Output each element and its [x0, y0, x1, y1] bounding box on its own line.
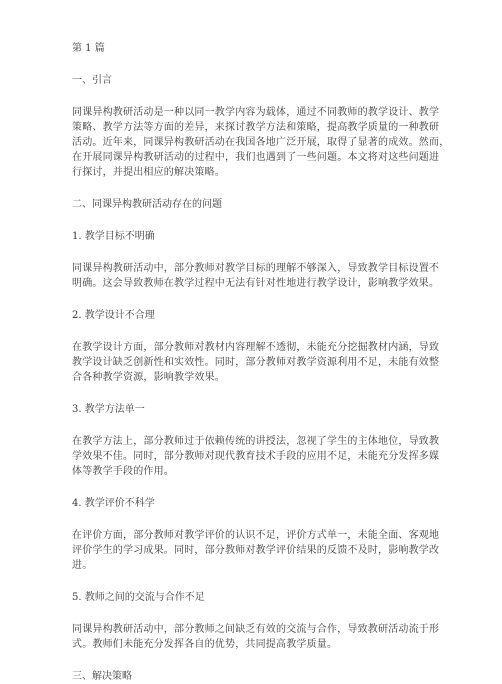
paragraph-line: 同课异构教研活动中，部分教师之间缺乏有效的交流与合作，导致教研活动流于形: [72, 624, 440, 635]
paragraph-line: 体等教学手段的作用。: [72, 466, 174, 477]
heading-problems: 二、同课异构教研活动存在的问题: [72, 199, 222, 210]
paragraph-line: 进。: [72, 560, 93, 571]
heading-solutions: 三、解决策略: [72, 671, 132, 682]
paragraph-line: 同课异构教研活动是一种以同一教学内容为载体，通过不同教师的教学设计、教学: [72, 107, 440, 118]
paragraph-line: 在开展同课异构教研活动的过程中，我们也遇到了一些问题。本文将对这些问题进: [72, 152, 440, 163]
paragraph-line: 明确。这会导致教师在教学过程中无法有针对性地进行教学设计，影响教学效果。: [72, 278, 440, 289]
paragraph-3: [72, 434, 440, 479]
paragraph-line: 学效果不佳。同时，部分教师对现代教育技术手段的应用不足，未能充分发挥多媒: [72, 451, 440, 462]
paragraph-line: 同课异构教研活动中，部分教师对教学目标的理解不够深入，导致教学目标设置不: [72, 263, 440, 274]
paragraph-line: 评价学生的学习成果。同时，部分教师对教学评价结果的反馈不及时，影响教学改: [72, 545, 440, 556]
paragraph-introduction: [72, 105, 450, 180]
paragraph-5: [72, 622, 440, 652]
paragraph-1: [72, 261, 440, 291]
paragraph-line: 在教学方法上，部分教师过于依赖传统的讲授法，忽视了学生的主体地位，导致教: [72, 436, 440, 447]
paragraph-2: [72, 340, 440, 385]
paragraph-line: 合各种教学资源，影响教学效果。: [72, 372, 225, 383]
subheading-3: 3. 教学方法单一: [72, 404, 145, 415]
paragraph-line: 教学设计缺乏创新性和实效性。同时，部分教师对教学资源利用不足，未能有效整: [72, 357, 440, 368]
paragraph-line: 在评价方面，部分教师对教学评价的认识不足，评价方式单一，未能全面、客观地: [72, 530, 440, 541]
paragraph-line: 活动。近年来，同课异构教研活动在我国各地广泛开展，取得了显著的成效。然而，: [72, 137, 450, 148]
subheading-5: 5. 教师之间的交流与合作不足: [72, 592, 205, 603]
subheading-1: 1. 教学目标不明确: [72, 231, 155, 242]
heading-introduction: 一、引言: [72, 75, 112, 86]
subheading-4: 4. 教学评价不科学: [72, 498, 155, 509]
paragraph-4: [72, 528, 440, 573]
paragraph-line: 在教学设计方面，部分教师对教材内容理解不透彻，未能充分挖掘教材内涵，导致: [72, 342, 440, 353]
paragraph-line: 式。教师们未能充分发挥各自的优势，共同提高教学质量。: [72, 639, 338, 650]
paragraph-line: 策略、教学方法等方面的差异，来探讨教学方法和策略，提高教学质量的一种教研: [72, 122, 440, 133]
subheading-2: 2. 教学设计不合理: [72, 310, 155, 321]
section-label: 第 1 篇: [72, 43, 105, 54]
paragraph-line: 行探讨，并提出相应的解决策略。: [72, 167, 225, 178]
